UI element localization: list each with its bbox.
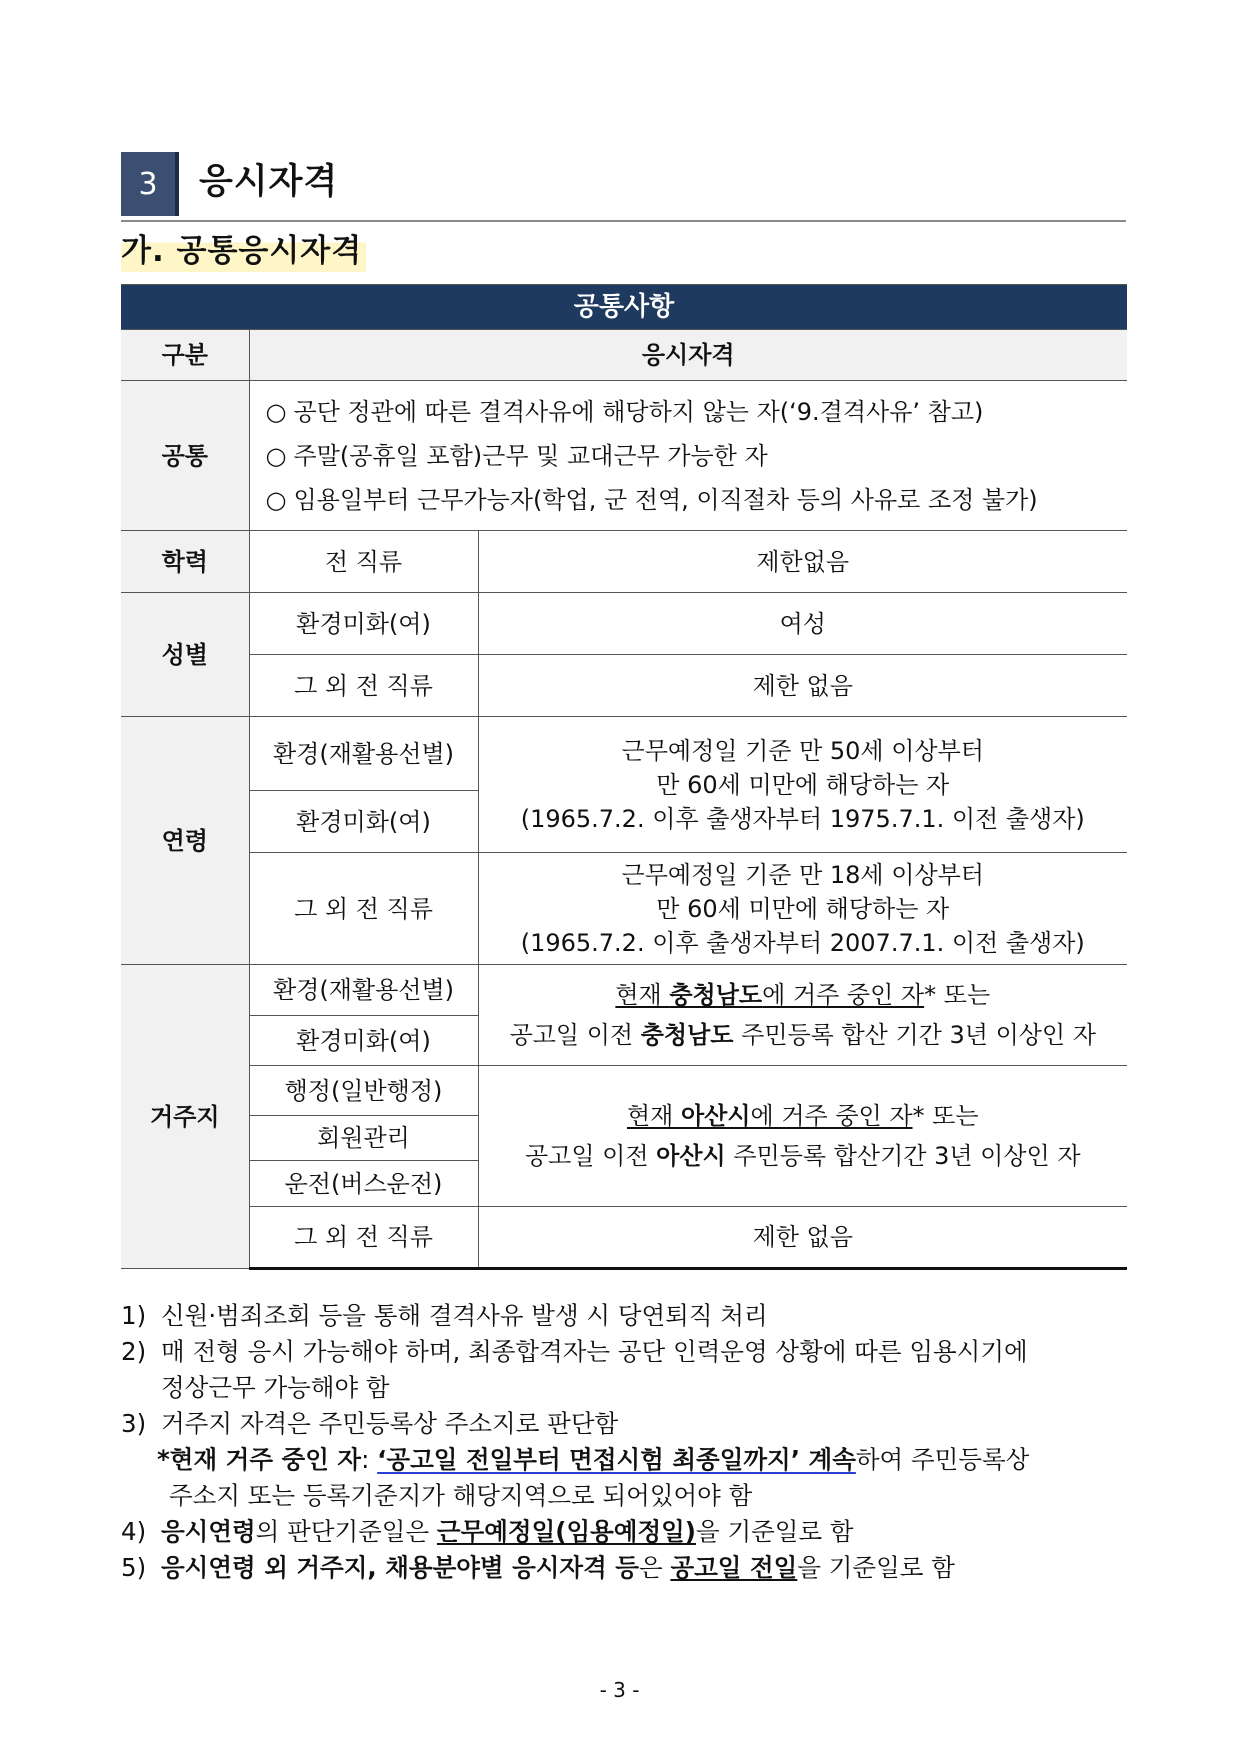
job-cell: 그 외 전 직류 [249,853,478,965]
category-gender: 성별 [121,593,249,717]
list-item: ○ 공단 정관에 따른 결격사유에 해당하지 않는 자(‘9.결격사유’ 참고) [266,390,1128,434]
category-age: 연령 [121,717,249,965]
job-cell: 환경미화(여) [249,1016,478,1066]
value-cell: 근무예정일 기준 만 50세 이상부터 만 60세 미만에 해당하는 자 (1965.7.2. 이후 출생자부터 1975.7.1. 이전 출생자) [478,717,1127,853]
job-cell: 환경미화(여) [249,791,478,853]
category-residence: 거주지 [121,965,249,1269]
value-cell: 제한 없음 [478,1207,1127,1269]
section-title: 응시자격 [199,162,339,202]
section-header [121,150,1126,222]
category-education: 학력 [121,531,249,593]
category-common: 공통 [121,381,249,531]
value-cell: 제한없음 [478,531,1127,593]
table-title: 공통사항 [121,285,1127,330]
list-item: ○ 임용일부터 근무가능자(학업, 군 전역, 이직절차 등의 사유로 조정 불가) [266,478,1128,522]
job-cell: 전 직류 [249,531,478,593]
page-number: - 3 - [599,1678,640,1702]
common-items [249,381,1127,531]
qualification-table [121,284,1127,1270]
note-3: 3) 거주지 자격은 주민등록상 주소지로 판단함 [121,1409,619,1438]
header-qualification: 응시자격 [249,330,1127,381]
list-item: ○ 주말(공휴일 포함)근무 및 교대근무 가능한 자 [266,434,1128,478]
note-2: 2) 매 전형 응시 가능해야 하며, 최종합격자는 공단 인력운영 상황에 따른 임용시기에 정상근무 가능해야 함 [121,1337,1028,1402]
job-cell: 환경(재활용선별) [249,965,478,1016]
job-cell: 그 외 전 직류 [249,1207,478,1269]
value-cell: 여성 [478,593,1127,655]
footnotes [121,1298,1141,1586]
job-cell: 운전(버스운전) [249,1161,478,1207]
value-cell: 현재 충청남도에 거주 중인 자* 또는 공고일 이전 충청남도 주민등록 합산 기간 3년 이상인 자 [478,965,1127,1066]
subsection-title: 가. 공통응시자격 [121,230,366,272]
job-cell: 그 외 전 직류 [249,655,478,717]
note-1: 1) 신원·범죄조회 등을 통해 결격사유 발생 시 당연퇴직 처리 [121,1301,768,1330]
job-cell: 회원관리 [249,1116,478,1161]
circle-bullet-icon: ○ [265,397,287,426]
job-cell: 환경미화(여) [249,593,478,655]
section-number: 3 [121,152,179,216]
header-category: 구분 [121,330,249,381]
value-cell: 현재 아산시에 거주 중인 자* 또는 공고일 이전 아산시 주민등록 합산기간 3년 이상인 자 [478,1066,1127,1207]
value-cell: 근무예정일 기준 만 18세 이상부터 만 60세 미만에 해당하는 자 (1965.7.2. 이후 출생자부터 2007.7.1. 이전 출생자) [478,853,1127,965]
note-3-detail-line2: 주소지 또는 등록기준지가 해당지역으로 되어있어야 함 [169,1481,753,1510]
circle-bullet-icon: ○ [265,441,287,470]
note-3-detail: *현재 거주 중인 자: ‘공고일 전일부터 면접시험 최종일까지’ 계속하여 주민등록상 [157,1445,1030,1474]
note-4: 4) 응시연령의 판단기준일은 근무예정일(임용예정일)을 기준일로 함 [121,1517,854,1546]
value-cell: 제한 없음 [478,655,1127,717]
job-cell: 행정(일반행정) [249,1066,478,1116]
job-cell: 환경(재활용선별) [249,717,478,791]
note-5: 5) 응시연령 외 거주지, 채용분야별 응시자격 등은 공고일 전일을 기준일로 함 [121,1553,955,1582]
circle-bullet-icon: ○ [265,485,287,514]
